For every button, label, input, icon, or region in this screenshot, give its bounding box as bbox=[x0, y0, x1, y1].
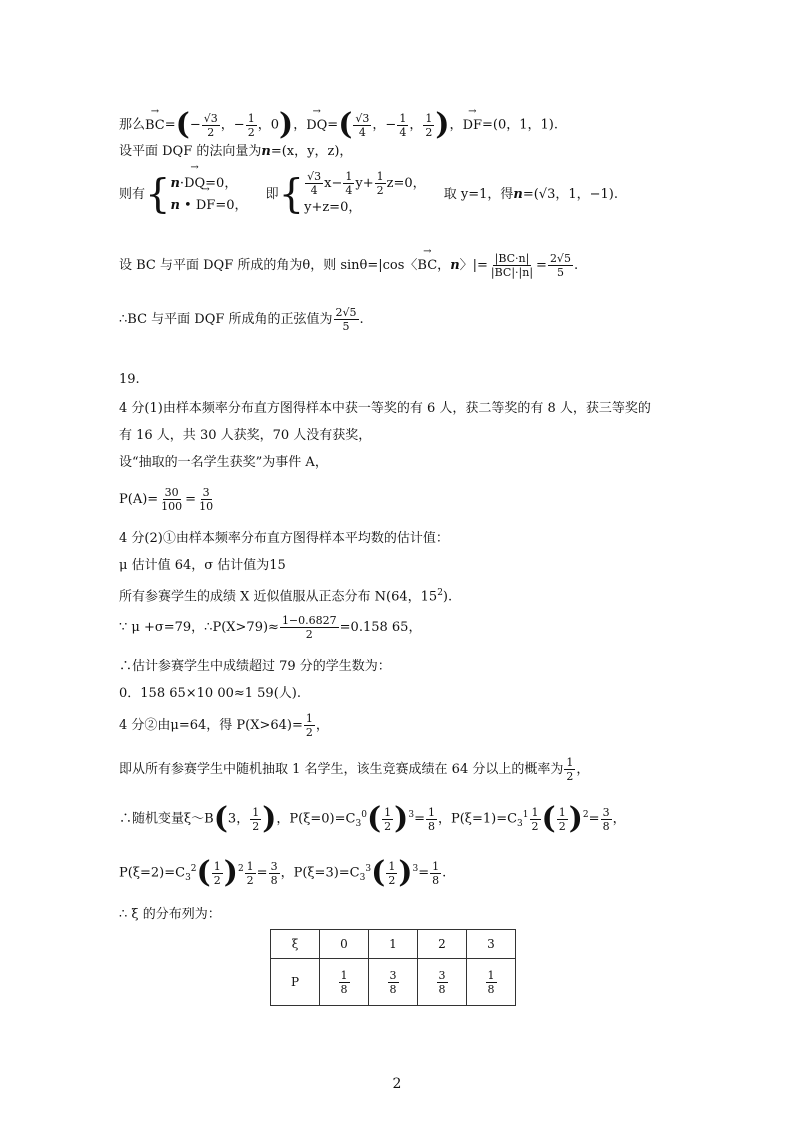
vector-df: → DF bbox=[463, 117, 482, 135]
denominator: 2 bbox=[305, 726, 313, 739]
vector-n: n bbox=[261, 144, 271, 159]
denominator: 5 bbox=[342, 320, 350, 333]
table-cell bbox=[320, 959, 369, 1006]
text: 即 bbox=[265, 187, 279, 202]
denominator: 2 bbox=[207, 125, 215, 139]
numerator: 1 bbox=[432, 859, 440, 873]
text: 设平面 DQF 的法向量为 bbox=[119, 144, 262, 159]
text: 4 分②由μ=64，得 P(X>64)= bbox=[119, 718, 303, 733]
text: · bbox=[179, 175, 185, 191]
denominator: 8 bbox=[432, 873, 440, 887]
fraction bbox=[159, 486, 184, 513]
numerator: 1 bbox=[487, 968, 495, 982]
text: 即从所有参赛学生中随机抽取 1 名学生，该生竞赛成绩在 64 分以上的概率为 bbox=[119, 762, 564, 777]
paren-close: ) bbox=[223, 855, 238, 890]
text: ，− bbox=[372, 117, 397, 133]
table-row bbox=[271, 930, 516, 959]
numerator: 1 bbox=[566, 756, 574, 769]
paren-open: ( bbox=[338, 107, 353, 142]
text: =0， bbox=[215, 197, 248, 213]
numerator: 1−0.6827 bbox=[281, 614, 337, 627]
denominator: |BC|·|n| bbox=[490, 266, 534, 279]
vector-n: n bbox=[170, 197, 180, 213]
text: = bbox=[588, 811, 600, 827]
text: ∴ ξ 的分布列为： bbox=[119, 907, 221, 922]
text: . bbox=[359, 312, 364, 327]
vector-df: → DF bbox=[196, 195, 215, 217]
superscript: 2 bbox=[190, 864, 197, 875]
eq bbox=[304, 170, 426, 197]
fraction bbox=[426, 806, 437, 833]
text: 19. bbox=[119, 372, 140, 387]
text: =0.158 65， bbox=[339, 620, 422, 635]
paren-close: ) bbox=[262, 801, 277, 836]
superscript: 3 bbox=[408, 810, 415, 821]
numerator: 1 bbox=[340, 968, 348, 982]
fraction bbox=[437, 969, 448, 996]
text: μ 估计值 64，σ 估计值为15 bbox=[119, 558, 286, 573]
fraction bbox=[339, 969, 350, 996]
numerator: 1 bbox=[399, 111, 407, 125]
denominator: 8 bbox=[389, 982, 397, 996]
numerator: |BC·n| bbox=[494, 252, 530, 265]
text: x− bbox=[324, 176, 343, 191]
denominator: 8 bbox=[602, 819, 610, 833]
numerator: 3 bbox=[270, 859, 278, 873]
eq: y+z=0， bbox=[304, 200, 362, 215]
fraction bbox=[530, 806, 541, 833]
text: 设 BC 与平面 DQF 所成的角为θ，则 sinθ=|cos〈 bbox=[119, 258, 418, 273]
probability-line bbox=[119, 614, 421, 641]
text: = bbox=[536, 258, 547, 273]
paren-close: ) bbox=[398, 855, 413, 890]
text: =0， bbox=[205, 175, 238, 191]
text: 4 分(1)由样本频率分布直方图得样本中获一等奖的有 6 人，获二等奖的有 8 人，获三等奖的 bbox=[119, 401, 651, 416]
text: 4 分(2)①由样本频率分布直方图得样本平均数的估计值： bbox=[119, 531, 449, 546]
denominator: 4 bbox=[345, 184, 353, 197]
text: ， bbox=[437, 258, 451, 273]
text: ∵ μ +σ=79，∴P(X>79)≈ bbox=[119, 620, 279, 635]
system-1 bbox=[170, 173, 247, 217]
text: =(√3，1，−1). bbox=[522, 187, 619, 202]
numerator: 3 bbox=[602, 805, 610, 819]
denominator: 2 bbox=[566, 770, 574, 783]
fraction bbox=[280, 614, 339, 641]
page-number: 2 bbox=[392, 1076, 402, 1092]
fraction bbox=[388, 969, 399, 996]
superscript: 3 bbox=[412, 864, 419, 875]
fraction bbox=[245, 860, 256, 887]
denominator: 8 bbox=[427, 819, 435, 833]
denominator: 10 bbox=[199, 500, 214, 513]
table-cell: 1 bbox=[369, 930, 418, 959]
paragraph-line bbox=[119, 685, 301, 703]
superscript: 1 bbox=[522, 810, 529, 821]
table-cell bbox=[369, 959, 418, 1006]
conclusion-line bbox=[119, 306, 364, 333]
text: 设“抽取的一名学生获奖”为事件 A， bbox=[119, 455, 328, 470]
superscript: 2 bbox=[437, 588, 443, 598]
fraction bbox=[197, 486, 215, 513]
denominator: 8 bbox=[438, 982, 446, 996]
paragraph-line bbox=[119, 530, 449, 548]
system-line bbox=[119, 170, 618, 219]
text: . bbox=[442, 865, 447, 881]
fraction bbox=[397, 112, 408, 139]
paragraph-line bbox=[119, 400, 651, 418]
denominator: 2 bbox=[376, 184, 384, 197]
text: ∴BC 与平面 DQF 所成角的正弦值为 bbox=[119, 312, 333, 327]
numerator: √3 bbox=[203, 111, 218, 125]
paragraph-line bbox=[119, 584, 452, 606]
fraction bbox=[375, 170, 386, 197]
numerator: 30 bbox=[164, 486, 179, 499]
vector-n: n bbox=[170, 175, 180, 191]
fraction bbox=[305, 170, 323, 197]
denominator: 2 bbox=[213, 873, 221, 887]
system-2 bbox=[304, 170, 426, 219]
binomial-line bbox=[119, 801, 626, 836]
paren-close: ) bbox=[394, 801, 409, 836]
numerator: 1 bbox=[252, 805, 260, 819]
denominator: 8 bbox=[487, 982, 495, 996]
numerator: 1 bbox=[388, 859, 396, 873]
fraction bbox=[250, 806, 261, 833]
paren-close: ) bbox=[568, 801, 583, 836]
text: 0．158 65×10 00≈1 59(人). bbox=[119, 686, 301, 701]
fraction bbox=[353, 112, 371, 139]
text: P(ξ=2)=C bbox=[119, 865, 186, 881]
text: ，P(ξ=3)=C bbox=[280, 865, 360, 881]
paragraph-line bbox=[119, 658, 391, 676]
text: ， bbox=[293, 117, 307, 133]
text: . bbox=[573, 258, 579, 273]
numerator: 1 bbox=[305, 712, 313, 725]
paren-open: ( bbox=[366, 801, 382, 836]
paren-open: ( bbox=[213, 801, 228, 836]
text: ). bbox=[442, 589, 453, 605]
fraction bbox=[304, 712, 315, 739]
text: ， bbox=[612, 811, 626, 827]
table-cell: 0 bbox=[320, 930, 369, 959]
numerator: 1 bbox=[427, 805, 435, 819]
text: − bbox=[189, 117, 201, 133]
text: 所有参赛学生的成绩 X 近似值服从正态分布 N(64，15 bbox=[119, 589, 438, 605]
fraction bbox=[548, 252, 573, 279]
paren-open: ( bbox=[196, 855, 211, 890]
denominator: 2 bbox=[247, 125, 255, 139]
paren-open: ( bbox=[175, 107, 190, 142]
paragraph-line bbox=[119, 427, 371, 445]
text: 取 y=1，得 bbox=[443, 187, 514, 202]
text: y+ bbox=[355, 176, 374, 191]
denominator: 8 bbox=[340, 982, 348, 996]
numerator: 1 bbox=[213, 859, 221, 873]
superscript: 2 bbox=[582, 810, 589, 821]
text: ， bbox=[409, 117, 423, 133]
table-cell: P bbox=[271, 959, 320, 1006]
text: ∴随机变量ξ～B bbox=[119, 811, 214, 827]
superscript: 2 bbox=[237, 864, 244, 875]
fraction bbox=[430, 860, 441, 887]
numerator: 3 bbox=[389, 968, 397, 982]
text: P(A)= bbox=[119, 492, 159, 507]
paren-close: ) bbox=[435, 107, 450, 142]
text: 则有 bbox=[119, 187, 146, 202]
numerator: 1 bbox=[384, 805, 392, 819]
fraction bbox=[334, 306, 359, 333]
numerator: 2√5 bbox=[549, 252, 571, 265]
text: = bbox=[256, 865, 268, 881]
fraction bbox=[202, 112, 220, 139]
text: z=0， bbox=[386, 176, 426, 191]
text: ， bbox=[315, 718, 329, 733]
text: • bbox=[179, 197, 196, 213]
fraction bbox=[269, 860, 280, 887]
table-row bbox=[271, 959, 516, 1006]
denominator: 2 bbox=[531, 819, 539, 833]
vector-n: n bbox=[513, 187, 523, 202]
denominator: 5 bbox=[556, 266, 564, 279]
fraction bbox=[601, 806, 612, 833]
subscript: 3 bbox=[517, 819, 523, 830]
paren-close: ) bbox=[278, 107, 294, 142]
text: = bbox=[418, 865, 430, 881]
fraction bbox=[212, 860, 223, 887]
subscript: 3 bbox=[355, 819, 362, 830]
eq bbox=[170, 195, 247, 217]
fraction bbox=[423, 112, 434, 139]
text: ，P(ξ=0)=C bbox=[276, 811, 356, 827]
fraction bbox=[386, 860, 397, 887]
paren-open: ( bbox=[541, 801, 556, 836]
vector-line bbox=[119, 107, 558, 142]
fraction bbox=[557, 806, 568, 833]
denominator: 2 bbox=[388, 873, 396, 887]
paragraph-line bbox=[119, 454, 328, 472]
text: 那么 bbox=[119, 117, 146, 133]
distribution-table bbox=[270, 929, 516, 1006]
denominator: 4 bbox=[310, 184, 318, 197]
fraction bbox=[382, 806, 393, 833]
text: = bbox=[185, 492, 197, 507]
vector-dq: → DQ bbox=[184, 173, 205, 195]
vector-n: n bbox=[450, 258, 460, 273]
superscript: 3 bbox=[365, 864, 372, 875]
table-cell: 3 bbox=[467, 930, 516, 959]
denominator: 100 bbox=[161, 500, 183, 513]
text: ，P(ξ=1)=C bbox=[437, 811, 518, 827]
probability-line bbox=[119, 486, 216, 513]
text: 有 16 人，共 30 人获奖，70 人没有获奖， bbox=[119, 428, 372, 443]
paragraph-line bbox=[119, 557, 286, 575]
table-cell: 2 bbox=[418, 930, 467, 959]
numerator: 1 bbox=[247, 111, 255, 125]
text: =(x，y，z)， bbox=[270, 144, 353, 159]
text: 〉|= bbox=[459, 258, 488, 273]
denominator: 2 bbox=[384, 819, 392, 833]
numerator: 1 bbox=[376, 170, 384, 183]
binomial-line bbox=[119, 855, 447, 890]
probability-line bbox=[119, 756, 589, 783]
denominator: 2 bbox=[246, 873, 254, 887]
text: ，− bbox=[220, 117, 245, 133]
denominator: 2 bbox=[305, 628, 313, 641]
vector-bc: → BC bbox=[145, 117, 165, 135]
table-cell bbox=[418, 959, 467, 1006]
table-cell bbox=[467, 959, 516, 1006]
numerator: 2√5 bbox=[335, 306, 357, 319]
text: = bbox=[414, 811, 425, 827]
fraction bbox=[564, 756, 575, 783]
denominator: 8 bbox=[270, 873, 278, 887]
sine-line bbox=[119, 252, 578, 279]
fraction bbox=[486, 969, 497, 996]
probability-line bbox=[119, 712, 329, 739]
denominator: 2 bbox=[558, 819, 566, 833]
text: ∴估计参赛学生中成绩超过 79 分的学生数为： bbox=[119, 659, 391, 674]
numerator: 1 bbox=[345, 170, 353, 183]
vector-bc: → BC bbox=[417, 257, 437, 275]
numerator: √3 bbox=[307, 170, 322, 183]
subscript: 3 bbox=[359, 873, 366, 884]
numerator: 1 bbox=[246, 859, 254, 873]
numerator: 3 bbox=[202, 486, 210, 499]
paragraph-line bbox=[119, 906, 221, 924]
denominator: 4 bbox=[358, 125, 366, 139]
text: 3， bbox=[227, 811, 250, 827]
text: = bbox=[164, 117, 176, 133]
denominator: 4 bbox=[399, 125, 407, 139]
subscript: 3 bbox=[185, 873, 191, 884]
table-cell: ξ bbox=[271, 930, 320, 959]
superscript: 0 bbox=[361, 810, 367, 821]
numerator: 1 bbox=[531, 805, 539, 819]
question-number bbox=[119, 371, 140, 389]
vector-dq: → DQ bbox=[306, 117, 327, 135]
numerator: 1 bbox=[425, 111, 433, 125]
text: =(0，1，1). bbox=[482, 117, 558, 133]
paren-open: ( bbox=[371, 855, 386, 890]
normal-vector-line bbox=[119, 143, 352, 161]
brace: { bbox=[145, 171, 171, 218]
numerator: √3 bbox=[355, 111, 370, 125]
fraction bbox=[343, 170, 354, 197]
text: ， bbox=[576, 762, 590, 777]
fraction bbox=[246, 112, 257, 139]
text: ， bbox=[449, 117, 463, 133]
text: ，0 bbox=[257, 117, 279, 133]
numerator: 1 bbox=[558, 805, 566, 819]
numerator: 3 bbox=[438, 968, 446, 982]
text: = bbox=[327, 117, 339, 133]
brace: { bbox=[278, 171, 305, 218]
fraction bbox=[489, 252, 535, 279]
denominator: 2 bbox=[252, 819, 260, 833]
denominator: 2 bbox=[425, 125, 433, 139]
